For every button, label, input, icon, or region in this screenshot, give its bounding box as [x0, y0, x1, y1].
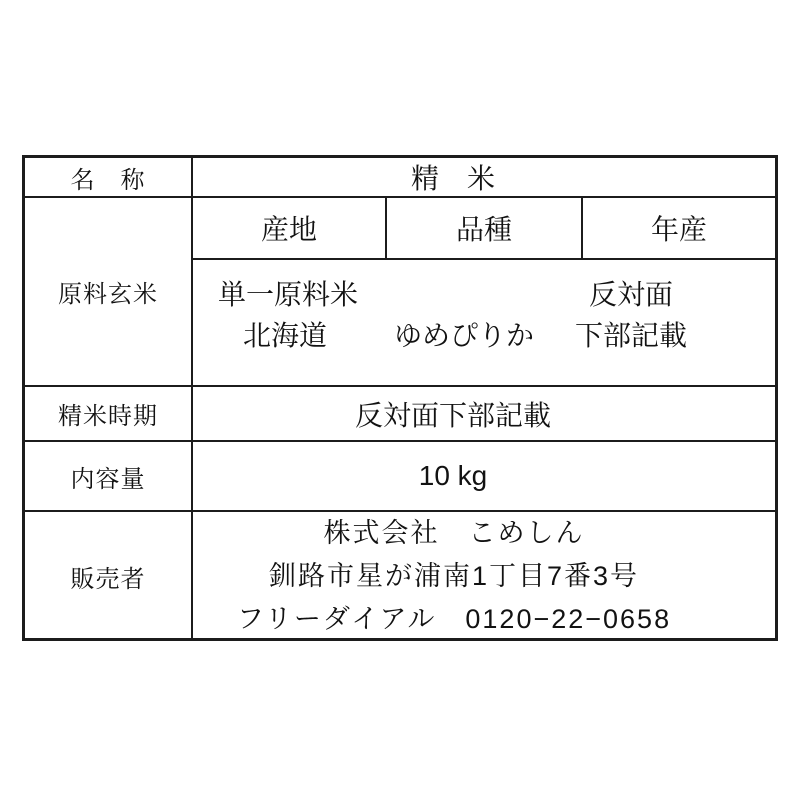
opposite-side-note: 反対面: [589, 279, 674, 310]
milling-date-row-label: 精米時期: [25, 387, 193, 442]
raw-rice-row-content: [193, 198, 775, 387]
crop-year-value: 下部記載: [575, 320, 688, 351]
net-content-row-value: 10 kg: [193, 442, 775, 512]
origin-value: 北海道: [243, 320, 328, 351]
raw-rice-values-area: [193, 260, 775, 385]
single-origin-note: 単一原料米: [218, 279, 359, 310]
seller-company-name: 株式会社 こめしん: [323, 518, 585, 548]
seller-row-content: [193, 512, 775, 641]
rice-spec-table: [22, 155, 778, 641]
seller-row-label: 販売者: [25, 512, 193, 641]
raw-rice-row-label: 原料玄米: [25, 198, 193, 387]
seller-address: 釧路市星が浦南1丁目7番3号: [268, 561, 640, 591]
seller-phone: フリーダイアル 0120−22−0658: [236, 604, 672, 634]
raw-rice-header-row: [193, 198, 775, 260]
net-content-row-label: 内容量: [25, 442, 193, 512]
crop-year-column-header: 年産: [581, 198, 775, 258]
name-row-label: 名 称: [25, 158, 193, 198]
milling-date-row-value: 反対面下部記載: [193, 387, 775, 442]
variety-value: ゆめぴりか: [394, 320, 535, 351]
variety-column-header: 品種: [385, 198, 581, 258]
origin-column-header: 産地: [260, 214, 317, 245]
name-row-value: 精 米: [193, 158, 775, 198]
